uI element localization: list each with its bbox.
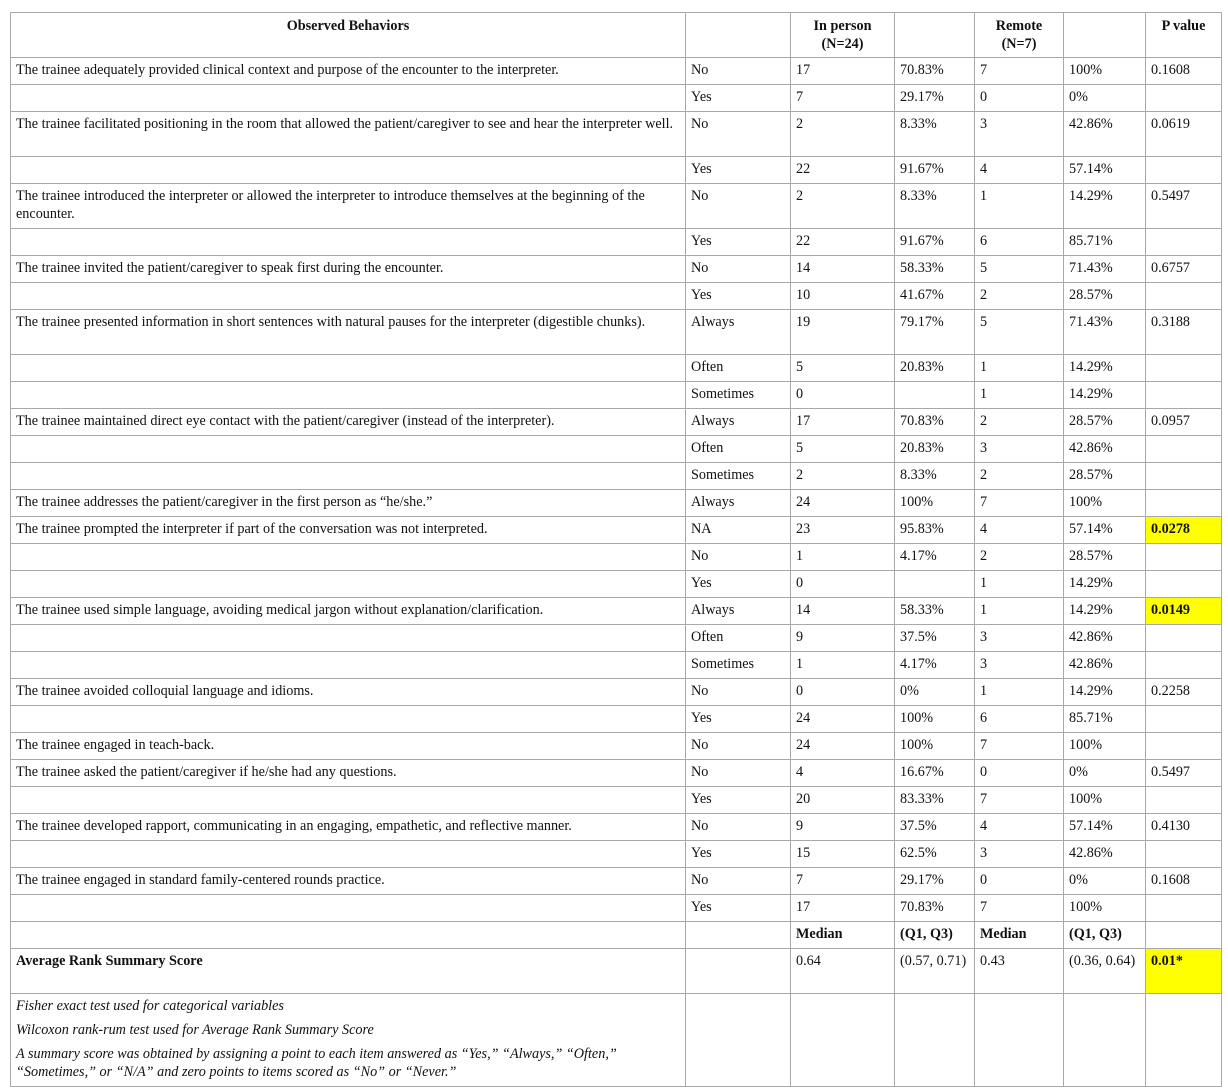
in-person-percent: 70.83% [895, 895, 975, 922]
remote-count: 1 [975, 679, 1064, 706]
p-value [1146, 463, 1222, 490]
remote-count: 4 [975, 814, 1064, 841]
in-person-count: 22 [791, 229, 895, 256]
remote-count: 7 [975, 490, 1064, 517]
in-person-count: 2 [791, 463, 895, 490]
in-person-count: 17 [791, 895, 895, 922]
in-person-count: 2 [791, 184, 895, 229]
behavior-cell: The trainee developed rapport, communicating in an engaging, empathetic, and reflective manner. [11, 814, 686, 841]
table-row [11, 598, 1222, 625]
p-value: 0.6757 [1146, 256, 1222, 283]
header-row [11, 13, 1222, 58]
in-person-count: 19 [791, 310, 895, 355]
table-row [11, 490, 1222, 517]
remote-percent: 28.57% [1064, 283, 1146, 310]
table-row [11, 112, 1222, 157]
remote-count: 3 [975, 625, 1064, 652]
remote-percent: 14.29% [1064, 355, 1146, 382]
remote-count: 1 [975, 184, 1064, 229]
in-person-percent: 95.83% [895, 517, 975, 544]
p-value: 0.5497 [1146, 184, 1222, 229]
remote-count: 3 [975, 652, 1064, 679]
remote-percent: 42.86% [1064, 112, 1146, 157]
in-person-count: 24 [791, 733, 895, 760]
table-row [11, 787, 1222, 814]
note-summary-score: A summary score was obtained by assigning a point to each item answered as “Yes,” “Always,” “Often,” “Sometimes,” or “N/A” and zero points to items scored as “No” or “Never.” [16, 1046, 617, 1080]
response-cell: No [686, 184, 791, 229]
remote-count: 5 [975, 310, 1064, 355]
remote-percent: 57.14% [1064, 157, 1146, 184]
remote-percent: 85.71% [1064, 706, 1146, 733]
notes-cell [11, 994, 686, 1087]
remote-count: 4 [975, 157, 1064, 184]
p-value: 0.1608 [1146, 58, 1222, 85]
in-person-percent: 29.17% [895, 85, 975, 112]
remote-percent: 0% [1064, 760, 1146, 787]
p-value [1146, 283, 1222, 310]
response-cell: Often [686, 625, 791, 652]
behavior-cell: The trainee engaged in standard family-centered rounds practice. [11, 868, 686, 895]
in-person-count: 9 [791, 814, 895, 841]
behavior-cell [11, 544, 686, 571]
in-person-percent [895, 571, 975, 598]
p-value: 0.0278 [1146, 517, 1222, 544]
table-row [11, 157, 1222, 184]
response-cell: Always [686, 409, 791, 436]
in-person-percent: 41.67% [895, 283, 975, 310]
remote-count: 4 [975, 517, 1064, 544]
response-cell: Yes [686, 895, 791, 922]
response-cell: Yes [686, 841, 791, 868]
median-label-remote: Median [975, 922, 1064, 949]
remote-percent: 57.14% [1064, 517, 1146, 544]
response-cell: Always [686, 490, 791, 517]
table-row [11, 679, 1222, 706]
remote-count: 2 [975, 283, 1064, 310]
behavior-cell [11, 706, 686, 733]
behavior-cell [11, 85, 686, 112]
in-person-percent: 16.67% [895, 760, 975, 787]
in-person-count: 7 [791, 868, 895, 895]
behavior-cell: The trainee used simple language, avoiding medical jargon without explanation/clarification. [11, 598, 686, 625]
p-value: 0.0619 [1146, 112, 1222, 157]
table-row [11, 229, 1222, 256]
behavior-cell: The trainee introduced the interpreter or allowed the interpreter to introduce themselves at the beginning of the encounter. [11, 184, 686, 229]
remote-percent: 0% [1064, 85, 1146, 112]
table-row [11, 760, 1222, 787]
remote-percent: 71.43% [1064, 310, 1146, 355]
p-value: 0.3188 [1146, 310, 1222, 355]
remote-count: 2 [975, 409, 1064, 436]
p-value: 0.1608 [1146, 868, 1222, 895]
response-cell: No [686, 679, 791, 706]
header-in-person [791, 13, 895, 58]
table-row [11, 382, 1222, 409]
in-person-percent: 37.5% [895, 625, 975, 652]
in-person-count: 1 [791, 544, 895, 571]
header-in-person-n: (N=24) [821, 36, 864, 52]
table-row [11, 517, 1222, 544]
in-person-count: 23 [791, 517, 895, 544]
notes-empty-rm-pct [1064, 994, 1146, 1087]
behavior-cell: The trainee addresses the patient/caregiver in the first person as “he/she.” [11, 490, 686, 517]
remote-percent: 14.29% [1064, 598, 1146, 625]
behavior-cell: The trainee avoided colloquial language and idioms. [11, 679, 686, 706]
table-row [11, 895, 1222, 922]
p-value [1146, 787, 1222, 814]
header-remote-n: (N=7) [1001, 36, 1037, 52]
in-person-percent [895, 382, 975, 409]
notes-empty-ip-pct [895, 994, 975, 1087]
header-in-person-title: In person [813, 18, 872, 34]
remote-count: 1 [975, 355, 1064, 382]
median-label-in-person: Median [791, 922, 895, 949]
response-cell: Yes [686, 571, 791, 598]
p-value: 0.0149 [1146, 598, 1222, 625]
in-person-count: 24 [791, 706, 895, 733]
average-rank-label: Average Rank Summary Score [11, 949, 686, 994]
behavior-cell: The trainee facilitated positioning in the room that allowed the patient/caregiver to see and hear the interpreter well. [11, 112, 686, 157]
average-rank-in-person-median: 0.64 [791, 949, 895, 994]
in-person-percent: 100% [895, 490, 975, 517]
table-row [11, 355, 1222, 382]
in-person-count: 17 [791, 409, 895, 436]
remote-percent: 100% [1064, 895, 1146, 922]
remote-count: 7 [975, 895, 1064, 922]
response-cell: Often [686, 436, 791, 463]
table-row [11, 463, 1222, 490]
response-cell: Sometimes [686, 652, 791, 679]
remote-percent: 14.29% [1064, 382, 1146, 409]
response-cell: No [686, 58, 791, 85]
observed-behaviors-table [10, 12, 1222, 1087]
remote-count: 3 [975, 841, 1064, 868]
header-in-person-pct [895, 13, 975, 58]
header-response [686, 13, 791, 58]
p-value [1146, 85, 1222, 112]
remote-percent: 100% [1064, 787, 1146, 814]
table-container [10, 12, 1222, 1087]
p-value [1146, 355, 1222, 382]
remote-count: 2 [975, 463, 1064, 490]
notes-empty-p [1146, 994, 1222, 1087]
p-value [1146, 571, 1222, 598]
in-person-count: 0 [791, 382, 895, 409]
table-row [11, 409, 1222, 436]
remote-count: 0 [975, 760, 1064, 787]
remote-percent: 0% [1064, 868, 1146, 895]
p-value [1146, 157, 1222, 184]
table-row [11, 544, 1222, 571]
table-row [11, 706, 1222, 733]
in-person-percent: 100% [895, 733, 975, 760]
response-cell: Yes [686, 706, 791, 733]
remote-percent: 28.57% [1064, 463, 1146, 490]
behavior-cell: The trainee asked the patient/caregiver if he/she had any questions. [11, 760, 686, 787]
header-remote [975, 13, 1064, 58]
notes-empty-rm-n [975, 994, 1064, 1087]
in-person-percent: 8.33% [895, 112, 975, 157]
response-cell: No [686, 814, 791, 841]
in-person-count: 0 [791, 679, 895, 706]
table-row [11, 733, 1222, 760]
notes-empty-ip-n [791, 994, 895, 1087]
table-row [11, 283, 1222, 310]
p-value [1146, 490, 1222, 517]
in-person-count: 2 [791, 112, 895, 157]
response-cell: Yes [686, 229, 791, 256]
remote-count: 1 [975, 382, 1064, 409]
header-observed-behaviors: Observed Behaviors [11, 13, 686, 58]
p-value: 0.5497 [1146, 760, 1222, 787]
response-cell: Often [686, 355, 791, 382]
response-cell: Always [686, 598, 791, 625]
remote-percent: 42.86% [1064, 652, 1146, 679]
response-cell: Yes [686, 157, 791, 184]
remote-percent: 28.57% [1064, 544, 1146, 571]
response-cell: No [686, 868, 791, 895]
remote-count: 0 [975, 85, 1064, 112]
response-cell: Yes [686, 283, 791, 310]
response-cell: No [686, 112, 791, 157]
average-rank-empty-response [686, 949, 791, 994]
response-cell: Sometimes [686, 463, 791, 490]
table-row [11, 436, 1222, 463]
in-person-percent: 70.83% [895, 409, 975, 436]
remote-count: 1 [975, 571, 1064, 598]
average-rank-in-person-q: (0.57, 0.71) [895, 949, 975, 994]
in-person-percent: 4.17% [895, 544, 975, 571]
behavior-cell [11, 355, 686, 382]
behavior-cell [11, 625, 686, 652]
in-person-count: 14 [791, 256, 895, 283]
behavior-cell [11, 382, 686, 409]
remote-percent: 85.71% [1064, 229, 1146, 256]
median-row-empty-behavior [11, 922, 686, 949]
p-value [1146, 733, 1222, 760]
in-person-percent: 100% [895, 706, 975, 733]
remote-percent: 28.57% [1064, 409, 1146, 436]
remote-percent: 71.43% [1064, 256, 1146, 283]
in-person-percent: 58.33% [895, 256, 975, 283]
remote-count: 3 [975, 436, 1064, 463]
remote-count: 7 [975, 733, 1064, 760]
response-cell: Yes [686, 787, 791, 814]
remote-percent: 42.86% [1064, 625, 1146, 652]
in-person-percent: 8.33% [895, 463, 975, 490]
in-person-percent: 0% [895, 679, 975, 706]
remote-count: 3 [975, 112, 1064, 157]
response-cell: Sometimes [686, 382, 791, 409]
in-person-count: 24 [791, 490, 895, 517]
behavior-cell: The trainee adequately provided clinical context and purpose of the encounter to the interpreter. [11, 58, 686, 85]
in-person-count: 15 [791, 841, 895, 868]
p-value [1146, 841, 1222, 868]
response-cell: Yes [686, 85, 791, 112]
p-value: 0.4130 [1146, 814, 1222, 841]
behavior-cell [11, 895, 686, 922]
remote-count: 6 [975, 706, 1064, 733]
behavior-cell [11, 787, 686, 814]
remote-percent: 100% [1064, 58, 1146, 85]
behavior-cell [11, 652, 686, 679]
in-person-count: 7 [791, 85, 895, 112]
response-cell: No [686, 544, 791, 571]
in-person-count: 9 [791, 625, 895, 652]
p-value [1146, 382, 1222, 409]
table-row [11, 184, 1222, 229]
p-value: 0.2258 [1146, 679, 1222, 706]
in-person-percent: 91.67% [895, 157, 975, 184]
in-person-count: 1 [791, 652, 895, 679]
in-person-count: 0 [791, 571, 895, 598]
remote-count: 1 [975, 598, 1064, 625]
response-cell: No [686, 733, 791, 760]
in-person-count: 14 [791, 598, 895, 625]
behavior-cell: The trainee presented information in short sentences with natural pauses for the interpreter (digestible chunks). [11, 310, 686, 355]
p-value [1146, 625, 1222, 652]
behavior-cell [11, 463, 686, 490]
remote-count: 7 [975, 787, 1064, 814]
in-person-count: 22 [791, 157, 895, 184]
p-value [1146, 895, 1222, 922]
in-person-percent: 20.83% [895, 355, 975, 382]
behavior-cell: The trainee invited the patient/caregiver to speak first during the encounter. [11, 256, 686, 283]
note-wilcoxon: Wilcoxon rank-rum test used for Average Rank Summary Score [16, 1022, 374, 1038]
table-row [11, 625, 1222, 652]
table-row [11, 310, 1222, 355]
remote-count: 7 [975, 58, 1064, 85]
header-p-value: P value [1146, 13, 1222, 58]
p-value [1146, 436, 1222, 463]
remote-count: 0 [975, 868, 1064, 895]
table-row [11, 868, 1222, 895]
average-rank-p-value: 0.01* [1146, 949, 1222, 994]
table-row [11, 58, 1222, 85]
p-value [1146, 229, 1222, 256]
in-person-count: 4 [791, 760, 895, 787]
notes-empty-response [686, 994, 791, 1087]
behavior-cell [11, 571, 686, 598]
remote-percent: 42.86% [1064, 841, 1146, 868]
in-person-percent: 8.33% [895, 184, 975, 229]
p-value [1146, 652, 1222, 679]
remote-percent: 100% [1064, 490, 1146, 517]
p-value: 0.0957 [1146, 409, 1222, 436]
median-header-row [11, 922, 1222, 949]
table-row [11, 652, 1222, 679]
table-row [11, 85, 1222, 112]
in-person-count: 5 [791, 355, 895, 382]
remote-percent: 14.29% [1064, 571, 1146, 598]
behavior-cell: The trainee engaged in teach-back. [11, 733, 686, 760]
p-value [1146, 706, 1222, 733]
in-person-percent: 83.33% [895, 787, 975, 814]
remote-percent: 100% [1064, 733, 1146, 760]
remote-percent: 57.14% [1064, 814, 1146, 841]
in-person-count: 20 [791, 787, 895, 814]
response-cell: NA [686, 517, 791, 544]
note-fisher: Fisher exact test used for categorical variables [16, 998, 284, 1014]
table-row [11, 571, 1222, 598]
in-person-count: 5 [791, 436, 895, 463]
in-person-percent: 79.17% [895, 310, 975, 355]
in-person-percent: 37.5% [895, 814, 975, 841]
header-remote-title: Remote [995, 18, 1043, 34]
average-rank-remote-q: (0.36, 0.64) [1064, 949, 1146, 994]
in-person-percent: 62.5% [895, 841, 975, 868]
average-rank-row [11, 949, 1222, 994]
remote-percent: 14.29% [1064, 679, 1146, 706]
table-row [11, 814, 1222, 841]
remote-percent: 14.29% [1064, 184, 1146, 229]
behavior-cell [11, 157, 686, 184]
in-person-percent: 91.67% [895, 229, 975, 256]
notes-row [11, 994, 1222, 1087]
remote-count: 5 [975, 256, 1064, 283]
remote-percent: 42.86% [1064, 436, 1146, 463]
in-person-percent: 4.17% [895, 652, 975, 679]
in-person-percent: 70.83% [895, 58, 975, 85]
median-row-empty-p [1146, 922, 1222, 949]
in-person-percent: 58.33% [895, 598, 975, 625]
remote-count: 6 [975, 229, 1064, 256]
table-row [11, 841, 1222, 868]
table-body [11, 58, 1222, 922]
in-person-count: 17 [791, 58, 895, 85]
q-label-remote: (Q1, Q3) [1064, 922, 1146, 949]
behavior-cell: The trainee prompted the interpreter if part of the conversation was not interpreted. [11, 517, 686, 544]
table-footer [11, 922, 1222, 1087]
remote-count: 2 [975, 544, 1064, 571]
response-cell: No [686, 760, 791, 787]
average-rank-remote-median: 0.43 [975, 949, 1064, 994]
behavior-cell [11, 841, 686, 868]
q-label-in-person: (Q1, Q3) [895, 922, 975, 949]
response-cell: No [686, 256, 791, 283]
median-row-empty-response [686, 922, 791, 949]
behavior-cell [11, 283, 686, 310]
in-person-count: 10 [791, 283, 895, 310]
table-row [11, 256, 1222, 283]
behavior-cell: The trainee maintained direct eye contact with the patient/caregiver (instead of the interpreter). [11, 409, 686, 436]
in-person-percent: 29.17% [895, 868, 975, 895]
behavior-cell [11, 436, 686, 463]
response-cell: Always [686, 310, 791, 355]
in-person-percent: 20.83% [895, 436, 975, 463]
behavior-cell [11, 229, 686, 256]
p-value [1146, 544, 1222, 571]
header-remote-pct [1064, 13, 1146, 58]
